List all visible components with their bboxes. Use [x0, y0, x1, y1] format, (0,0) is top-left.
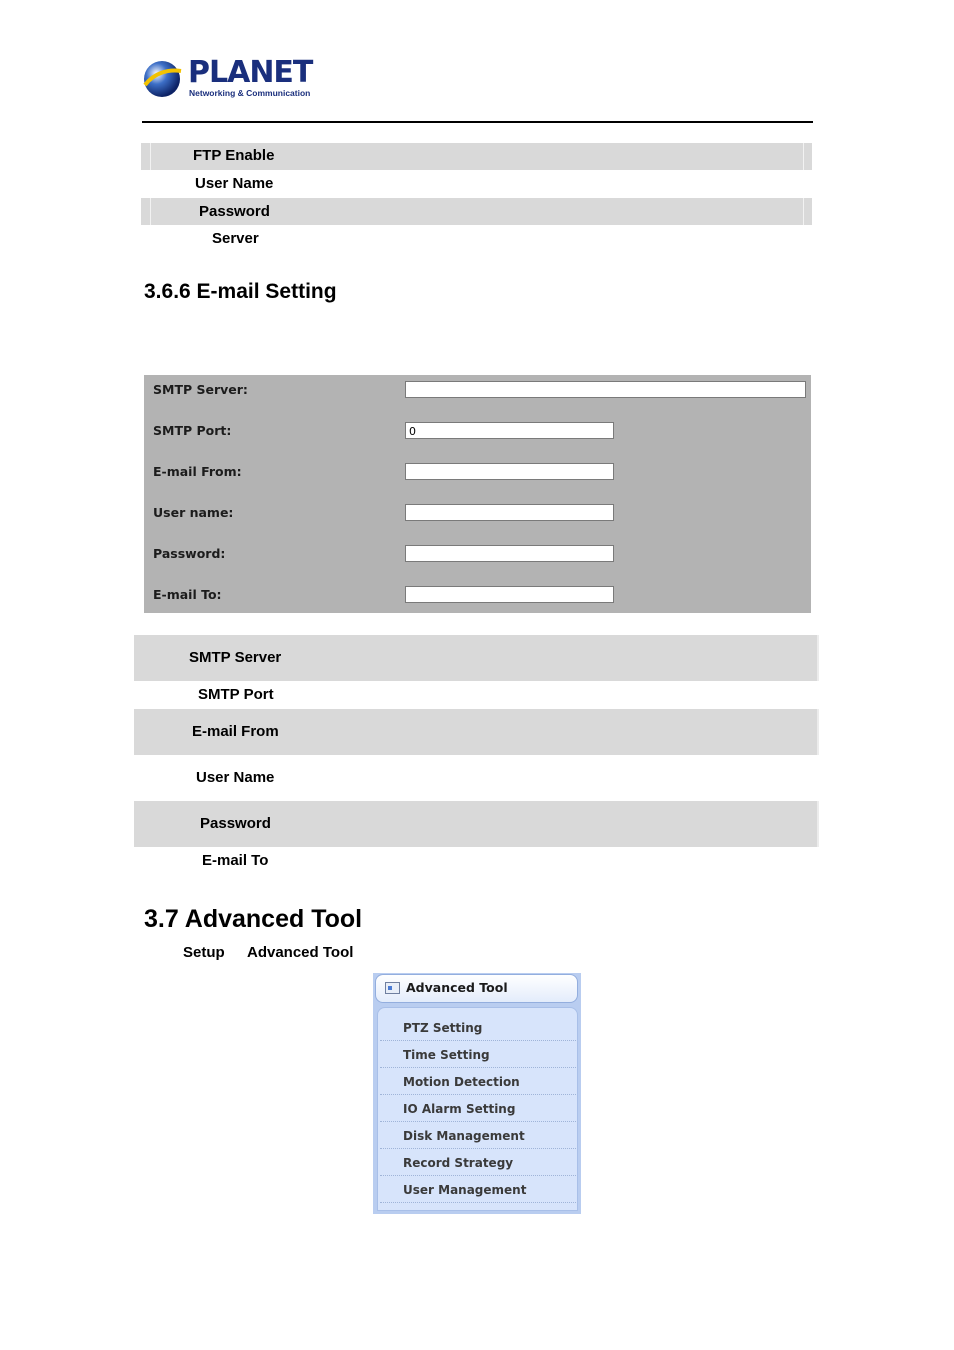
smtp-port-label: SMTP Port: [198, 686, 274, 703]
password-input[interactable]: [405, 545, 614, 562]
user-name-field-label: User name:: [153, 505, 234, 520]
advanced-tool-menu-header[interactable]: [375, 974, 578, 1003]
smtp-server-label: SMTP Server: [189, 649, 282, 666]
email-to-label: E-mail To: [202, 852, 269, 869]
smtp-settings-form: [144, 375, 811, 613]
advanced-tool-heading: 3.7 Advanced Tool: [144, 905, 363, 933]
email-from-input[interactable]: [405, 463, 614, 480]
menu-item-label: Disk Management: [403, 1129, 525, 1143]
smtp-table-row: [134, 635, 819, 681]
path-advanced-tool: Advanced Tool: [247, 944, 354, 961]
menu-item-label: IO Alarm Setting: [403, 1102, 516, 1116]
globe-logo-icon: [142, 59, 182, 99]
ftp-enable-label: FTP Enable: [193, 147, 275, 164]
advanced-tool-menu-list: [377, 1007, 578, 1211]
smtp-table-row: [134, 801, 819, 847]
menu-item-label: Time Setting: [403, 1048, 490, 1062]
logo-tagline: Networking & Communication: [189, 88, 311, 98]
password-label: Password: [199, 203, 270, 220]
email-to-input[interactable]: [405, 586, 614, 603]
ftp-table-row: [141, 143, 812, 170]
smtp-table-row: [134, 847, 819, 875]
smtp-port-field-label: SMTP Port:: [153, 423, 232, 438]
email-from-field-label: E-mail From:: [153, 464, 242, 479]
server-label: Server: [212, 230, 259, 247]
path-setup: Setup: [183, 944, 225, 961]
smtp-port-input[interactable]: 0: [405, 422, 614, 439]
password-desc-label: Password: [200, 815, 271, 832]
menu-item-motion-detection[interactable]: [380, 1068, 576, 1095]
smtp-table-row: [134, 755, 819, 801]
menu-item-io-alarm-setting[interactable]: [380, 1095, 576, 1122]
ftp-table-row: [141, 225, 812, 252]
email-from-label: E-mail From: [192, 723, 279, 740]
menu-item-user-management[interactable]: [380, 1176, 576, 1203]
user-name-desc-label: User Name: [196, 769, 275, 786]
menu-item-label: User Management: [403, 1183, 527, 1197]
menu-item-ptz-setting[interactable]: [380, 1014, 576, 1041]
menu-item-label: PTZ Setting: [403, 1021, 483, 1035]
ftp-table-row: [141, 198, 812, 225]
email-setting-heading: 3.6.6 E-mail Setting: [144, 280, 337, 303]
smtp-table-row: [134, 681, 819, 709]
header-divider: [142, 121, 813, 123]
window-icon: [385, 982, 400, 994]
advanced-tool-menu: [373, 973, 581, 1214]
menu-item-record-strategy[interactable]: [380, 1149, 576, 1176]
logo-wordmark: PLANET: [188, 55, 313, 90]
advanced-tool-menu-title: Advanced Tool: [406, 980, 508, 995]
menu-item-label: Motion Detection: [403, 1075, 520, 1089]
ftp-table-row: [141, 170, 812, 198]
menu-item-time-setting[interactable]: [380, 1041, 576, 1068]
planet-logo: [142, 56, 312, 102]
menu-item-disk-management[interactable]: [380, 1122, 576, 1149]
smtp-server-input[interactable]: [405, 381, 806, 398]
user-name-label: User Name: [195, 175, 274, 192]
user-name-input[interactable]: [405, 504, 614, 521]
smtp-server-field-label: SMTP Server:: [153, 382, 248, 397]
smtp-table-row: [134, 709, 819, 755]
password-field-label: Password:: [153, 546, 226, 561]
email-to-field-label: E-mail To:: [153, 587, 222, 602]
menu-item-label: Record Strategy: [403, 1156, 514, 1170]
